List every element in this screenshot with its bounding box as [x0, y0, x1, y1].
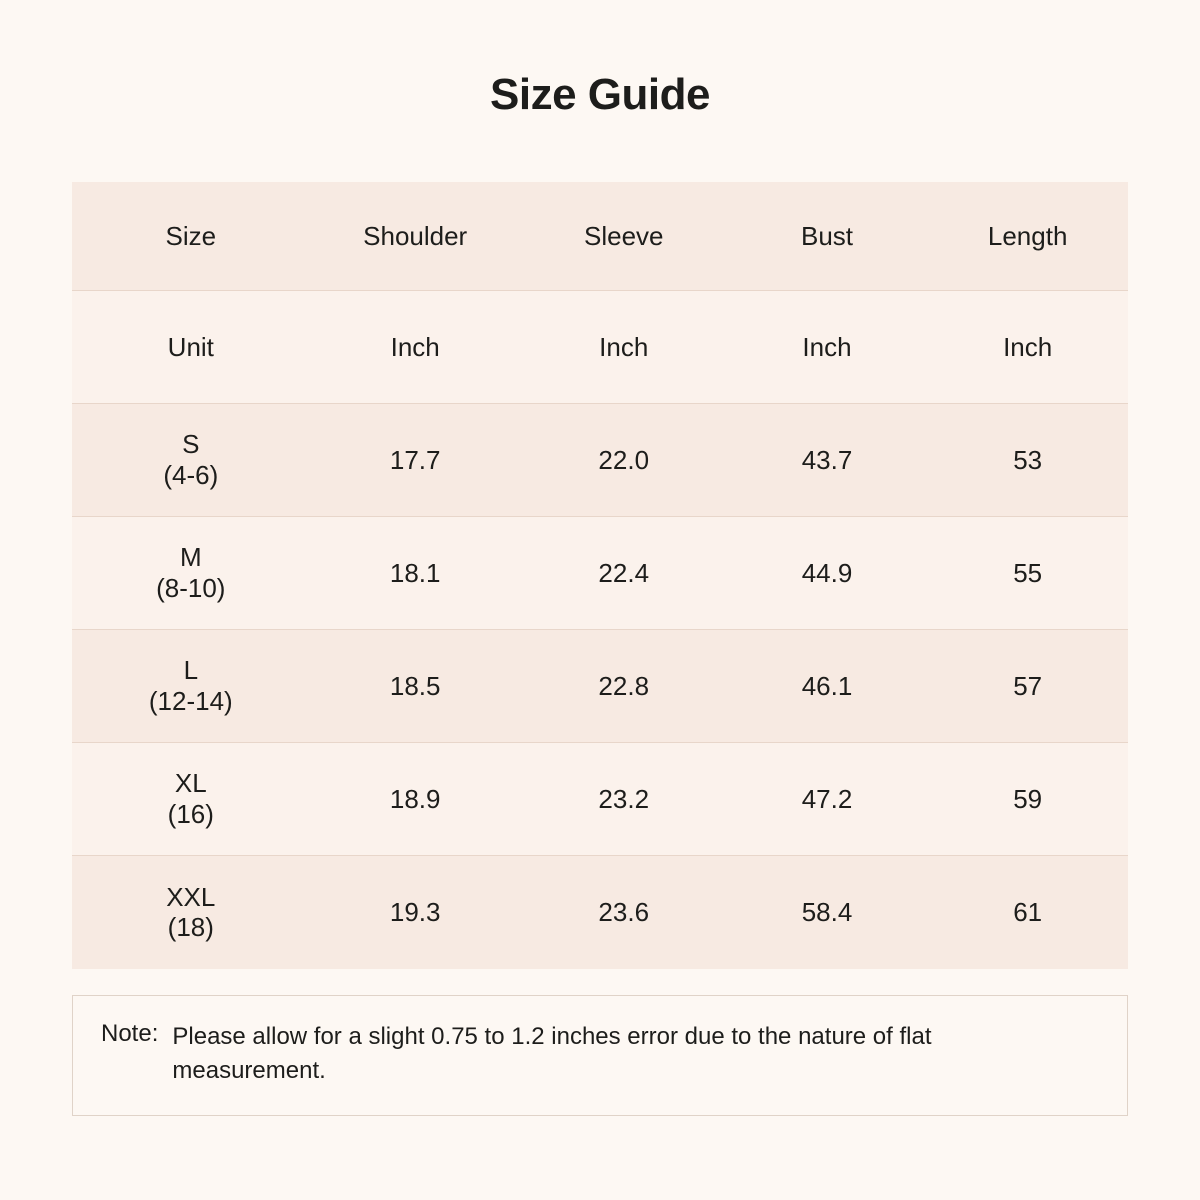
table-row: [72, 743, 1128, 856]
table-row-unit: [72, 291, 1128, 404]
cell-shoulder: 19.3: [310, 856, 521, 969]
cell-sleeve: 23.2: [521, 743, 727, 856]
size-range: (8-10): [156, 573, 226, 603]
cell-length: 61: [927, 856, 1128, 969]
table-row: [72, 404, 1128, 517]
note-text: Please allow for a slight 0.75 to 1.2 inches error due to the nature of flat measurement.: [172, 1022, 932, 1085]
column-header-sleeve: Sleeve: [521, 182, 727, 291]
cell-bust: 58.4: [727, 856, 928, 969]
cell-sleeve: 23.6: [521, 856, 727, 969]
cell-bust: 46.1: [727, 630, 928, 743]
cell-length: 57: [927, 630, 1128, 743]
unit-length: Inch: [927, 291, 1128, 404]
row-size-label: [72, 404, 310, 517]
size-table-container: [72, 182, 1128, 969]
table-row: [72, 630, 1128, 743]
cell-shoulder: 18.9: [310, 743, 521, 856]
unit-sleeve: Inch: [521, 291, 727, 404]
size-name: L: [183, 655, 199, 686]
cell-bust: 44.9: [727, 517, 928, 630]
size-name: M: [179, 542, 202, 573]
size-range: (18): [167, 912, 214, 943]
cell-shoulder: 17.7: [310, 404, 521, 517]
size-name: XL: [174, 768, 207, 799]
page-title: Size Guide: [490, 70, 710, 119]
unit-shoulder: Inch: [310, 291, 521, 404]
size-table: [72, 182, 1128, 969]
cell-length: 55: [927, 517, 1128, 630]
unit-label: Unit: [72, 291, 310, 404]
table-body: [72, 291, 1128, 969]
cell-sleeve: 22.4: [521, 517, 727, 630]
note-label: Note:: [101, 1019, 159, 1047]
cell-length: 53: [927, 404, 1128, 517]
size-name: XXL: [166, 881, 216, 912]
row-size-label: [72, 856, 310, 969]
cell-bust: 43.7: [727, 404, 928, 517]
cell-shoulder: 18.5: [310, 630, 521, 743]
table-row: [72, 856, 1128, 969]
cell-sleeve: 22.0: [521, 404, 727, 517]
column-header-shoulder: Shoulder: [310, 182, 521, 291]
cell-shoulder: 18.1: [310, 517, 521, 630]
column-header-length: Length: [927, 182, 1128, 291]
cell-bust: 47.2: [727, 743, 928, 856]
note-box: [72, 995, 1128, 1117]
size-range: (12-14): [148, 686, 233, 716]
cell-length: 59: [927, 743, 1128, 856]
size-range: (4-6): [163, 460, 219, 490]
cell-sleeve: 22.8: [521, 630, 727, 743]
row-size-label: [72, 630, 310, 743]
size-name: S: [182, 429, 200, 460]
row-size-label: [72, 743, 310, 856]
size-range: (16): [167, 799, 214, 829]
row-size-label: [72, 517, 310, 630]
column-header-size: Size: [72, 182, 310, 291]
table-header: [72, 182, 1128, 291]
header-row: [72, 182, 1128, 291]
unit-bust: Inch: [727, 291, 928, 404]
column-header-bust: Bust: [727, 182, 928, 291]
table-row: [72, 517, 1128, 630]
